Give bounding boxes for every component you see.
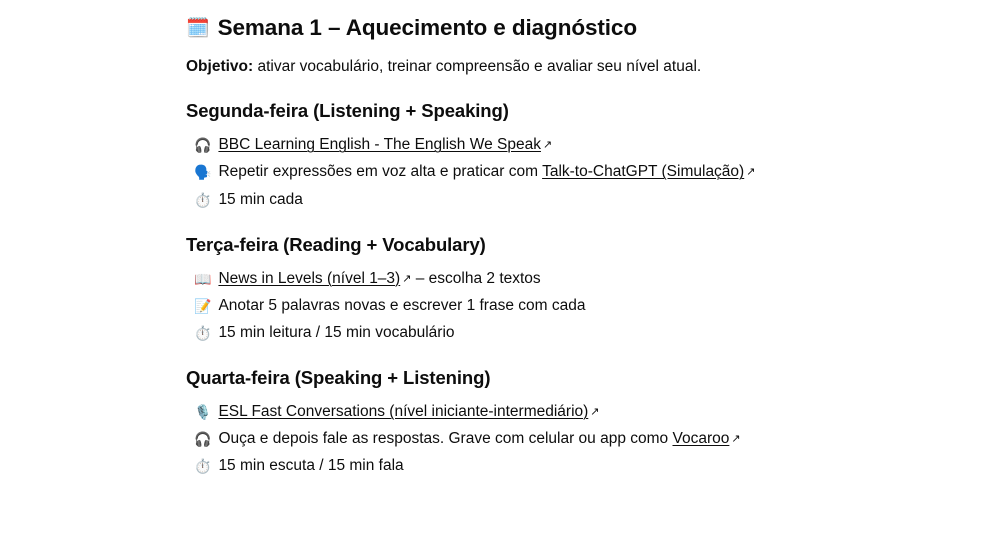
page-title: [186, 14, 944, 42]
activity-line: [186, 320, 944, 345]
external-link-icon: ↗: [746, 166, 756, 179]
activity-text: [218, 187, 302, 212]
timer-icon: ⏱️: [194, 458, 212, 475]
external-link-icon: ↗: [402, 272, 412, 285]
objective-label: Objetivo:: [186, 58, 254, 76]
activity-line: [186, 159, 944, 184]
activity-text-prefix: Anotar 5 palavras novas e escrever 1 frase com cada: [218, 296, 586, 314]
activity-text: [218, 266, 540, 291]
activity-line: [186, 453, 944, 478]
objective-paragraph: [186, 55, 944, 78]
activity-text-prefix: 15 min leitura / 15 min vocabulário: [218, 323, 455, 341]
activity-line: [186, 426, 944, 451]
day-heading: Terça-feira (Reading + Vocabulary): [186, 233, 486, 255]
calendar-icon: 🗓️: [186, 17, 210, 39]
activity-line: [186, 187, 944, 212]
page-title-text: Semana 1 – Aquecimento e diagnóstico: [217, 15, 637, 40]
timer-icon: ⏱️: [194, 324, 212, 341]
activity-text-prefix: 15 min cada: [218, 190, 303, 208]
speaking-head-icon: 🗣️: [194, 164, 212, 181]
activity-text: [218, 293, 585, 318]
activity-text: [218, 399, 599, 424]
activity-text: [218, 320, 454, 345]
activity-text-prefix: Repetir expressões em voz alta e praticar com: [218, 163, 543, 181]
activity-text-suffix: – escolha 2 textos: [411, 269, 541, 287]
timer-icon: ⏱️: [194, 191, 212, 208]
day-block: [186, 367, 944, 478]
activity-text: [218, 453, 403, 478]
activity-line: [186, 293, 944, 318]
resource-link[interactable]: ESL Fast Conversations (nível iniciante-intermediário): [218, 403, 589, 421]
external-link-icon: ↗: [542, 139, 553, 152]
resource-link[interactable]: Talk-to-ChatGPT (Simulação): [542, 163, 745, 181]
memo-icon: 📝: [194, 297, 212, 314]
activity-line: [186, 399, 944, 424]
activity-text-prefix: 15 min escuta / 15 min fala: [218, 457, 404, 475]
microphone-icon: 🎙️: [194, 404, 212, 421]
day-heading: Segunda-feira (Listening + Speaking): [186, 100, 509, 122]
external-link-icon: ↗: [731, 433, 741, 446]
activity-text: [218, 159, 755, 184]
day-heading: Quarta-feira (Speaking + Listening): [186, 367, 491, 389]
headphones-icon: 🎧: [194, 431, 212, 448]
day-block: [186, 100, 944, 211]
activity-text: [218, 426, 740, 451]
day-block: [186, 234, 944, 345]
activity-text: [218, 132, 552, 157]
headphones-icon: 🎧: [194, 137, 212, 154]
objective-text: ativar vocabulário, treinar compreensão e avaliar seu nível atual.: [253, 58, 702, 76]
days-container: [186, 100, 944, 478]
resource-link[interactable]: BBC Learning English - The English We Speak: [218, 136, 541, 154]
open-book-icon: 📖: [194, 270, 212, 287]
activity-text-prefix: Ouça e depois fale as respostas. Grave com celular ou app como: [218, 430, 673, 448]
resource-link[interactable]: Vocaroo: [672, 430, 730, 448]
activity-line: [186, 132, 944, 157]
resource-link[interactable]: News in Levels (nível 1–3): [218, 269, 401, 287]
external-link-icon: ↗: [590, 406, 600, 419]
activity-line: [186, 266, 944, 291]
